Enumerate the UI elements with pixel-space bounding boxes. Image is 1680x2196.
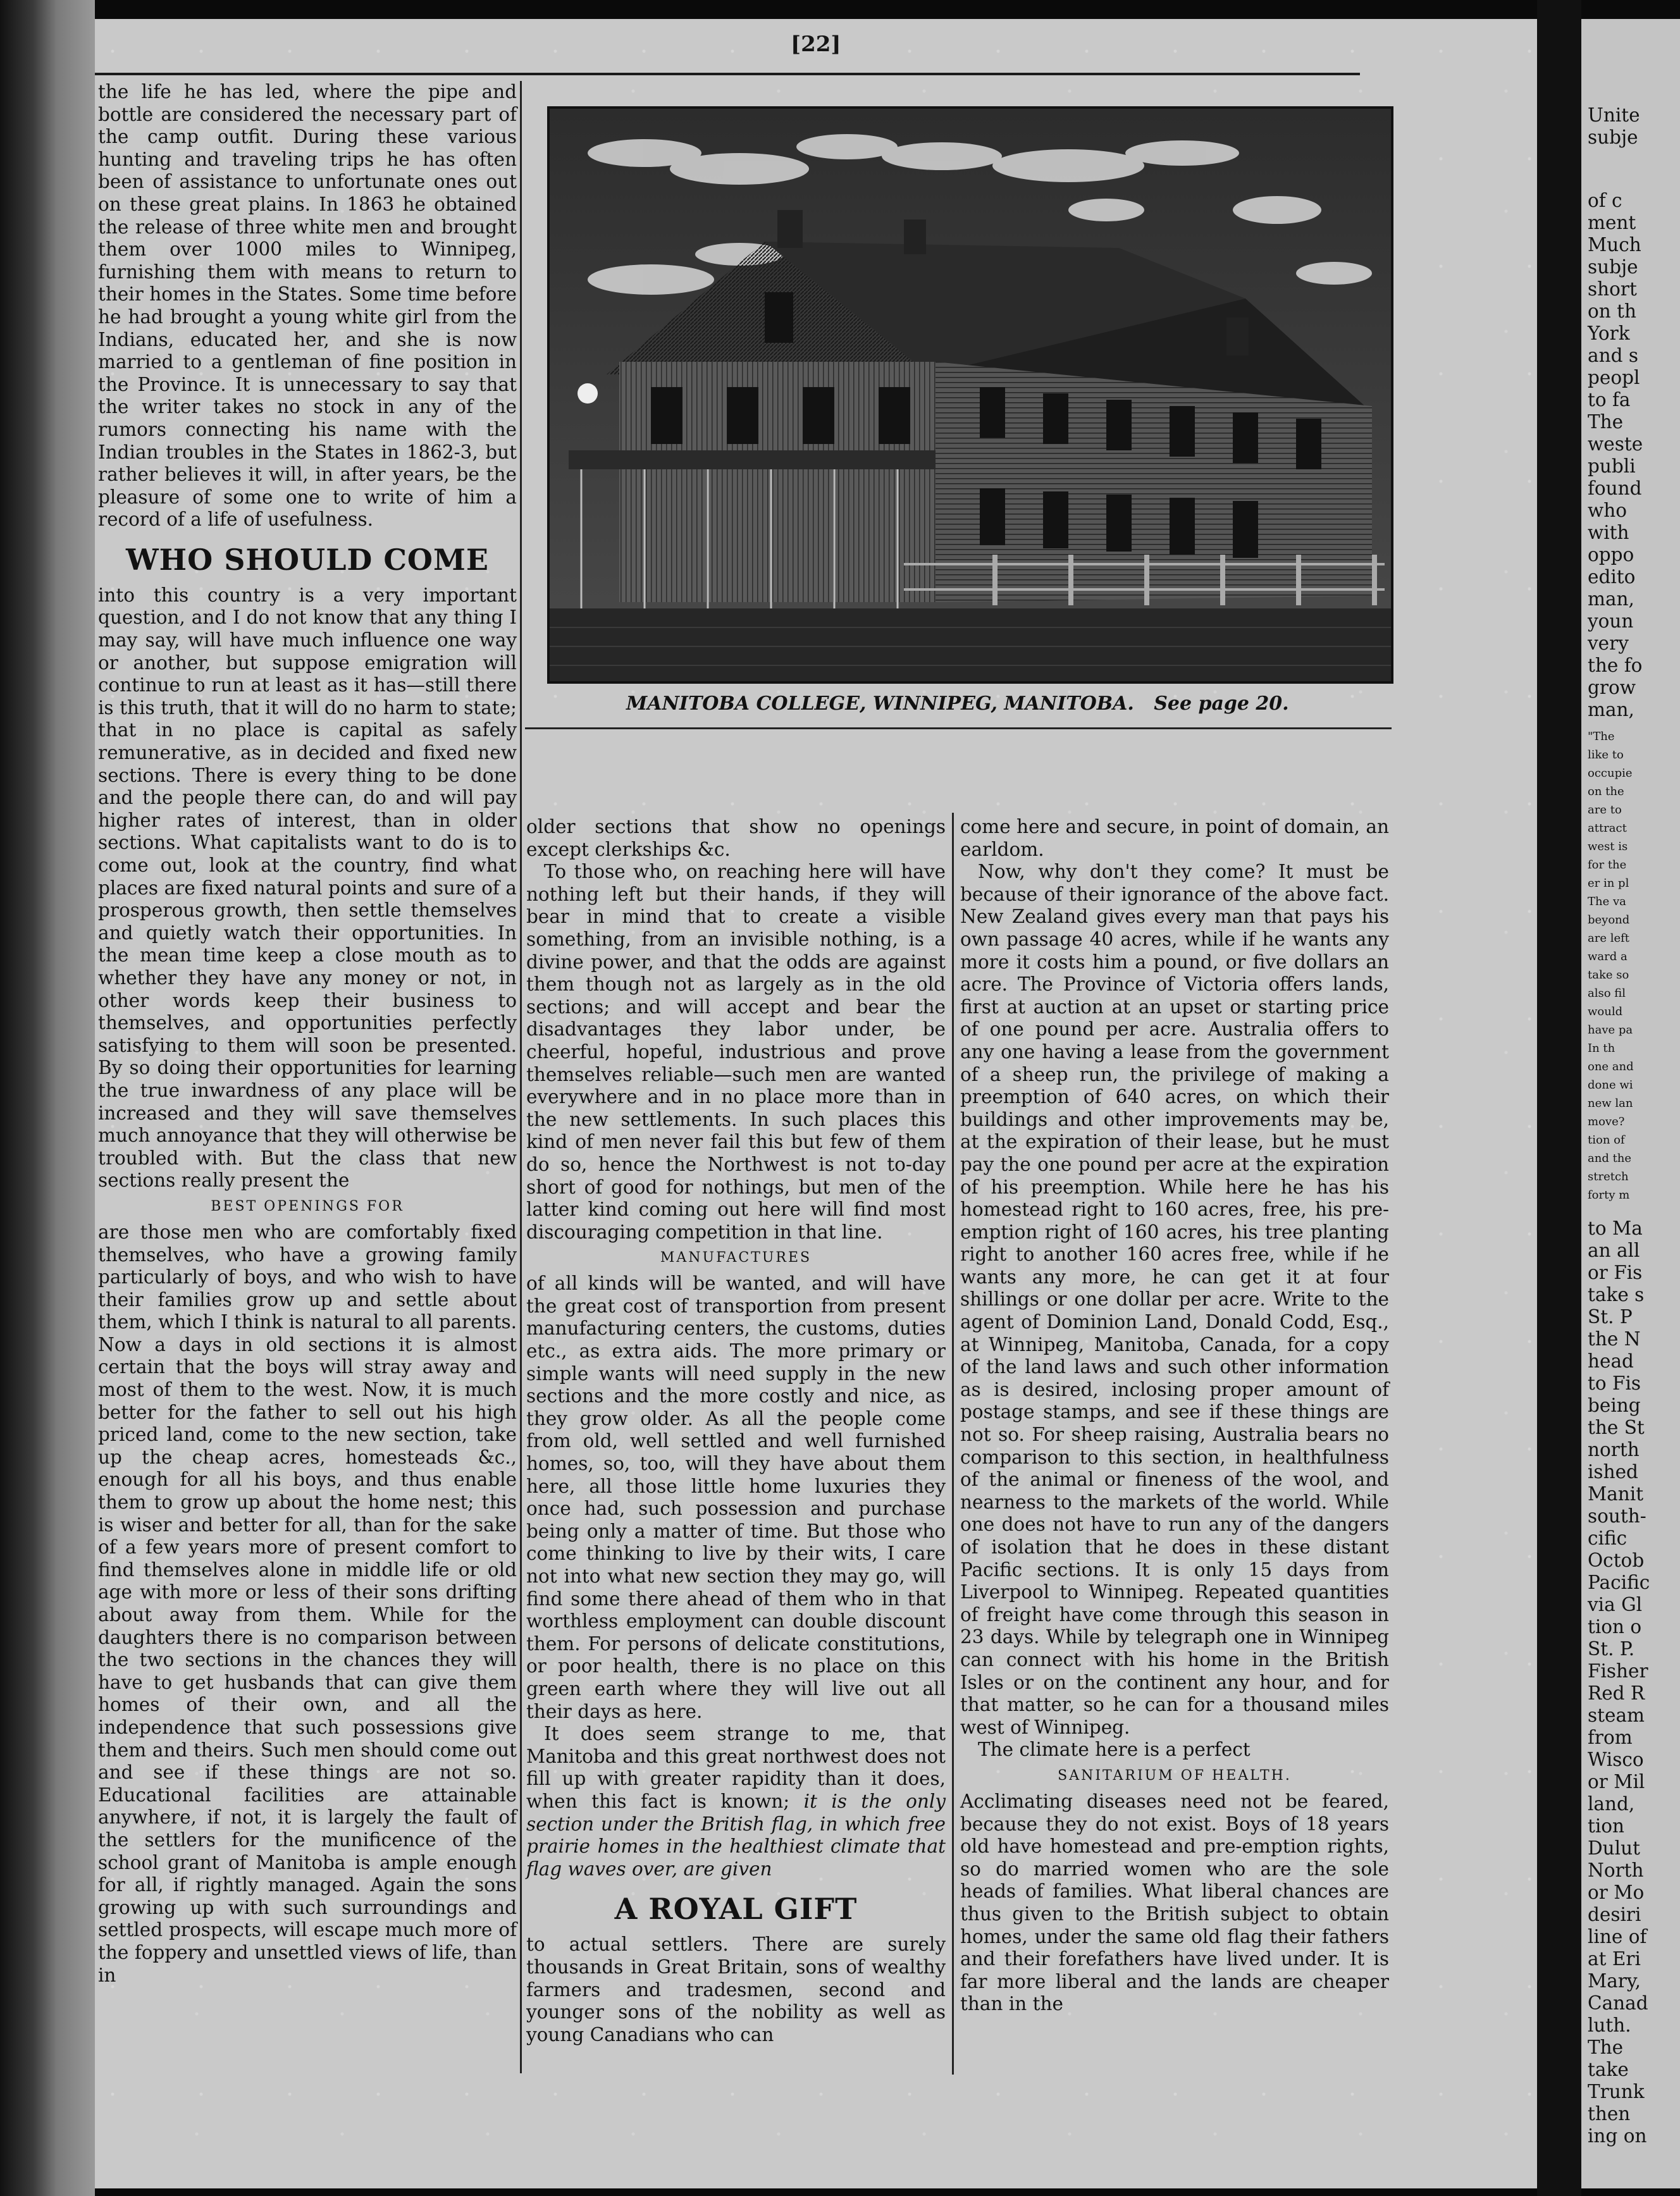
facing-fragment: to Ma — [1588, 1218, 1643, 1239]
facing-fragment: Wisco — [1588, 1749, 1644, 1770]
facing-fragment: The — [1588, 2037, 1624, 2058]
facing-fragment: also fil — [1588, 987, 1626, 1000]
facing-fragment: for the — [1588, 858, 1627, 872]
manitoba-college-engraving — [547, 106, 1393, 684]
facing-fragment: subje — [1588, 126, 1638, 148]
subhead-sanitarium: SANITARIUM OF HEALTH. — [1058, 1767, 1292, 1784]
facing-fragment: one and — [1588, 1060, 1634, 1073]
col1-para1: into this country is a very important question, and I do not know that any thing I may say, will have much influence one way or another, but suppose emigration will continue to run at least as it has—still there is this truth, that it will do no harm to state; that in no place is capital as safely remunerative, as in decided and fixed new sections. There is every thing to be done and the people there can, do and will pay higher rates of interest, than in older sections. What capitalists want to do is to come out, look at the country, find what places are fixed natural points and sure of a prosperous growth, then settle themselves and quietly watch their opportunities. In the mean time keep a close mouth as to whether they have any money or not, in other words keep their business to themselves, and opportunities perfectly satisfying to them will soon be presented. By so doing their opportunities for learning the true inwardness of any place will be increased and they will save themselves much annoyance that they will otherwise be troubled with. But the class that new sections really present the — [98, 584, 517, 1192]
facing-fragment: man, — [1588, 699, 1634, 720]
col3-para4: Acclimating diseases need not be feared, because they do not exist. Boys of 18 years old have homestead and pre-emption rights, so do married women who are the sole heads of families. What liberal chances are thus given to the British subject to obtain homes, under the same old flag their fathers and their forefathers have lived under. It is far more liberal and the lands are cheaper than in the — [960, 1790, 1389, 2015]
facing-fragment: have pa — [1588, 1023, 1633, 1037]
facing-fragment: beyond — [1588, 913, 1630, 927]
col2-para4-text: It does seem strange to me, that Manitoba and this great northwest does not fill up with greater rapidity than it does, when this fact is known; — [526, 1723, 946, 1812]
facing-fragment: peopl — [1588, 367, 1640, 388]
facing-fragment: Pacific — [1588, 1572, 1650, 1593]
facing-fragment: tion of — [1588, 1133, 1625, 1147]
subhead-manufactures: MANUFACTURES — [660, 1250, 812, 1266]
facing-fragment: man, — [1588, 588, 1634, 610]
facing-fragment: ished — [1588, 1461, 1638, 1483]
header-rule — [95, 73, 1360, 75]
facing-fragment: take so — [1588, 968, 1629, 982]
column-3 — [960, 816, 1389, 2016]
facing-fragment: The — [1588, 411, 1624, 433]
facing-fragment: take s — [1588, 1284, 1645, 1305]
facing-fragment: of c — [1588, 190, 1622, 211]
facing-fragment: grow — [1588, 677, 1636, 698]
illustration-caption — [626, 693, 1385, 715]
heading-who-should-come: WHO SHOULD COME — [126, 542, 489, 577]
col3-para3: The climate here is a perfect — [978, 1739, 1251, 1761]
subhead-best-openings: BEST OPENINGS FOR — [211, 1198, 404, 1214]
facing-fragment: occupie — [1588, 767, 1633, 780]
facing-fragment: York — [1588, 323, 1630, 344]
facing-fragment: from — [1588, 1727, 1633, 1748]
facing-fragment: edito — [1588, 566, 1636, 588]
facing-fragment: North — [1588, 1860, 1644, 1881]
facing-fragment: at Eri — [1588, 1948, 1641, 1970]
facing-fragment: Mary, — [1588, 1970, 1641, 1992]
facing-fragment: are left — [1588, 932, 1630, 945]
col2-para4 — [526, 1723, 946, 1880]
facing-fragment: tion o — [1588, 1616, 1642, 1638]
facing-fragment: weste — [1588, 433, 1643, 455]
col2-para1: older sections that show no openings except clerkships &c. — [526, 816, 946, 860]
facing-fragment: Unite — [1588, 104, 1640, 126]
facing-fragment: take — [1588, 2059, 1629, 2080]
facing-fragment: Red R — [1588, 1682, 1645, 1704]
facing-fragment: to Fis — [1588, 1372, 1641, 1394]
facing-fragment: line of — [1588, 1926, 1647, 1947]
facing-fragment: to fa — [1588, 389, 1631, 410]
facing-fragment: stretch — [1588, 1170, 1629, 1183]
facing-fragment: er in pl — [1588, 877, 1629, 890]
facing-fragment: the fo — [1588, 655, 1643, 676]
facing-fragment: the St — [1588, 1417, 1645, 1438]
facing-fragment: who — [1588, 500, 1628, 521]
facing-fragment: Manit — [1588, 1483, 1644, 1505]
facing-fragment: being — [1588, 1395, 1641, 1416]
facing-fragment: done wi — [1588, 1078, 1633, 1092]
facing-fragment: "The — [1588, 730, 1615, 743]
heading-a-royal-gift: A ROYAL GIFT — [614, 1892, 858, 1927]
facing-fragment: ing on — [1588, 2125, 1647, 2147]
facing-fragment: subje — [1588, 256, 1638, 278]
college-building-illustration — [550, 109, 1391, 681]
col3-para1: come here and secure, in point of domain, an earldom. — [960, 816, 1389, 860]
facing-fragment: found — [1588, 478, 1642, 499]
col3-para2: Now, why don't they come? It must be because of their ignorance of the above fact. New Zealand gives every man that pays his own passage 40 acres, while if he wants any more it costs him a pound, or five dollars an acre. The Province of Victoria offers lands, first at auction at an upset or starting price of one pound per acre. Australia offers to any one having a lease from the government of a sheep run, the privilege of making a preemption of 640 acres, on which their buildings and other improvements may be, at the expiration of their lease, but he must pay the one pound per acre at the expiration of his preemption. While here he has his homestead right to 160 acres, free, his pre-emption right of 160 acres, his tree planting right to another 160 acres free, while if he wants any more, he can get it at four shillings or one dollar per acre. Write to the agent of Dominion Land, Donald Codd, Esq., at Winnipeg, Manitoba, Canada, for a copy of the land laws and such other information as is desired, inclosing proper amount of postage stamps, and see if these things are not so. For sheep raising, Australia bears no comparison to this section, in healthfulness of the animal or fineness of the wool, and nearness to the markets of the world. While one does not have to run any of the dangers of isolation that he does in these distant Pacific sections. It is only 15 days from Liverpool to Winnipeg. Repeated quantities of freight have come through this season in 23 days. While by telegraph one in Winnipeg can connect with his home in the British Isles or on the continent any hour, and for that matter, so he can for a thousand miles west of Winnipeg. — [960, 861, 1389, 1738]
facing-fragment: forty m — [1588, 1188, 1630, 1202]
caption-main: MANITOBA COLLEGE, WINNIPEG, MANITOBA. — [626, 693, 1134, 715]
facing-fragment: Octob — [1588, 1550, 1645, 1571]
facing-fragment: tion — [1588, 1815, 1625, 1837]
facing-fragment: steam — [1588, 1705, 1645, 1726]
facing-fragment: or Mil — [1588, 1771, 1645, 1792]
facing-fragment: In th — [1588, 1042, 1615, 1055]
caption-rule — [525, 727, 1392, 729]
facing-fragment: oppo — [1588, 544, 1634, 565]
facing-fragment: and s — [1588, 345, 1638, 366]
facing-fragment: Dulut — [1588, 1837, 1640, 1859]
facing-fragment: and the — [1588, 1152, 1632, 1165]
column-1 — [98, 81, 517, 1987]
facing-fragment: ward a — [1588, 950, 1628, 963]
facing-fragment: publi — [1588, 455, 1636, 477]
facing-fragment: an all — [1588, 1240, 1640, 1261]
facing-fragment: via Gl — [1588, 1594, 1643, 1615]
facing-fragment: on the — [1588, 785, 1624, 798]
facing-fragment: new lan — [1588, 1097, 1633, 1110]
col1-intro: the life he has led, where the pipe and bottle are considered the necessary part of the camp outfit. During these various hunting and traveling trips he has often been of assistance to unfortunate ones out on these great plains. In 1863 he obtained the release of three white men and brought them over 1000 miles to Winnipeg, furnishing them with means to return to their homes in the States. Some time before he had brought a young white girl from the Indians, educated her, and she is now married to a gentleman of fine position in the Province. It is unnecessary to say that the writer takes no stock in any of the rumors connecting his name with the Indian troubles in the States in 1862-3, but rather believes it will, in after years, be the pleasure of some one to write of him a record of a life of usefulness. — [98, 81, 517, 531]
col2-para4-italic: it is the only section under the British flag, in which free prairie homes in the healthiest climate that flag waves over, are given — [526, 1790, 946, 1880]
page-number: [22] — [791, 32, 841, 57]
facing-fragment: ment — [1588, 212, 1636, 233]
caption-page-reference: See page 20. — [1154, 693, 1289, 715]
facing-fragment: head — [1588, 1350, 1634, 1372]
col1-para2: are those men who are comfortably fixed themselves, who have a growing family particularly of boys, and who wish to have their families grow up and settle about them, which I think is natural to all parents. Now a days in old sections it is almost certain that the boys will stray away and most of them to the west. Now, it is much better for the father to sell out his high priced land, come to the new section, take up the cheap acres, homesteads &c., enough for all his boys, and thus enable them to grow up about the home nest; this is wiser and better for all, than for the sake of a few years more of present comfort to find themselves alone in middle life or old age with more or less of their sons drifting about away from them. While for the daughters there is no comparison between the two sections in the chances they will have to get husbands that can give them homes of their own, and all the independence that such possessions give them and theirs. Such men should come out and see if these things are not so. Educational facilities are attainable anywhere, if not, it is largely the fault of the settlers for the munificence of the school grant of Manitoba is ample enough for all, if rightly managed. Again the sons growing up with such surroundings and settled prospects, will escape much more of the foppery and unsettled views of life, than in — [98, 1221, 517, 1986]
col2-para3: of all kinds will be wanted, and will have the great cost of transportion from present manufacturing centers, the customs, duties etc., as extra aids. The more primary or simple wants will need supply in the new sections and the more costly and nice, as they grow older. As all the people come from old, well settled and well furnished homes, so, too, will they have about them here, all those little home luxuries they once had, such possession and purchase being only a matter of time. But those who come thinking to live by their wits, I care not into what new section they may go, will find some there ahead of them who in that worthless employment can double discount them. For persons of delicate constitutions, or poor health, there is no place on this green earth where they will live out all their days as here. — [526, 1273, 946, 1722]
facing-fragment: or Mo — [1588, 1882, 1645, 1903]
facing-fragment: Trunk — [1588, 2081, 1645, 2102]
facing-fragment: on th — [1588, 300, 1636, 322]
facing-fragment: with — [1588, 522, 1629, 543]
facing-fragment: then — [1588, 2103, 1631, 2125]
column-2 — [526, 816, 946, 2046]
facing-fragment: north — [1588, 1439, 1640, 1460]
facing-fragment: move? — [1588, 1115, 1625, 1128]
column-divider-1 — [520, 81, 522, 2073]
facing-fragment: the N — [1588, 1328, 1641, 1350]
facing-fragment: like to — [1588, 748, 1624, 762]
facing-fragment: St. P — [1588, 1306, 1633, 1328]
page-gutter — [1537, 0, 1581, 2196]
microfilm-edge — [0, 0, 95, 2196]
facing-fragment: or Fis — [1588, 1262, 1643, 1283]
facing-fragment: youn — [1588, 610, 1634, 632]
facing-fragment: desiri — [1588, 1904, 1641, 1925]
facing-fragment: cific — [1588, 1527, 1628, 1549]
facing-fragment: Canad — [1588, 1992, 1648, 2014]
facing-fragment: The va — [1588, 895, 1626, 908]
facing-fragment: St. P. — [1588, 1638, 1635, 1660]
facing-fragment: short — [1588, 278, 1637, 300]
facing-fragment: attract — [1588, 822, 1627, 835]
facing-fragment: land, — [1588, 1793, 1635, 1815]
facing-fragment: very — [1588, 632, 1629, 654]
col2-para5: to actual settlers. There are surely thousands in Great Britain, sons of wealthy farmers and tradesmen, second and younger sons of the nobility as well as young Canadians who can — [526, 1934, 946, 2045]
facing-fragment: are to — [1588, 803, 1622, 817]
facing-fragment: west is — [1588, 840, 1628, 853]
facing-fragment: south- — [1588, 1505, 1646, 1527]
facing-fragment: luth. — [1588, 2014, 1631, 2036]
facing-fragment: Fisher — [1588, 1660, 1648, 1682]
facing-fragment: would — [1588, 1005, 1623, 1018]
column-divider-2 — [952, 813, 954, 2075]
facing-fragment: Much — [1588, 234, 1641, 256]
col2-para2: To those who, on reaching here will have nothing left but their hands, if they will bear in mind that to create a visible something, from an invisible nothing, is a divine power, and that the odds are against them though not as largely as in the old sections; and will accept and bear the disadvantages they labor under, be cheerful, hopeful, industrious and prove themselves reliable—such men are wanted everywhere and in no place more than in the new settlements. In such places this kind of men never fail this but few of them do so, hence the Northwest is not to-day short of good for nothings, but men of the latter kind coming out here will find most discouraging competition in that line. — [526, 861, 946, 1243]
